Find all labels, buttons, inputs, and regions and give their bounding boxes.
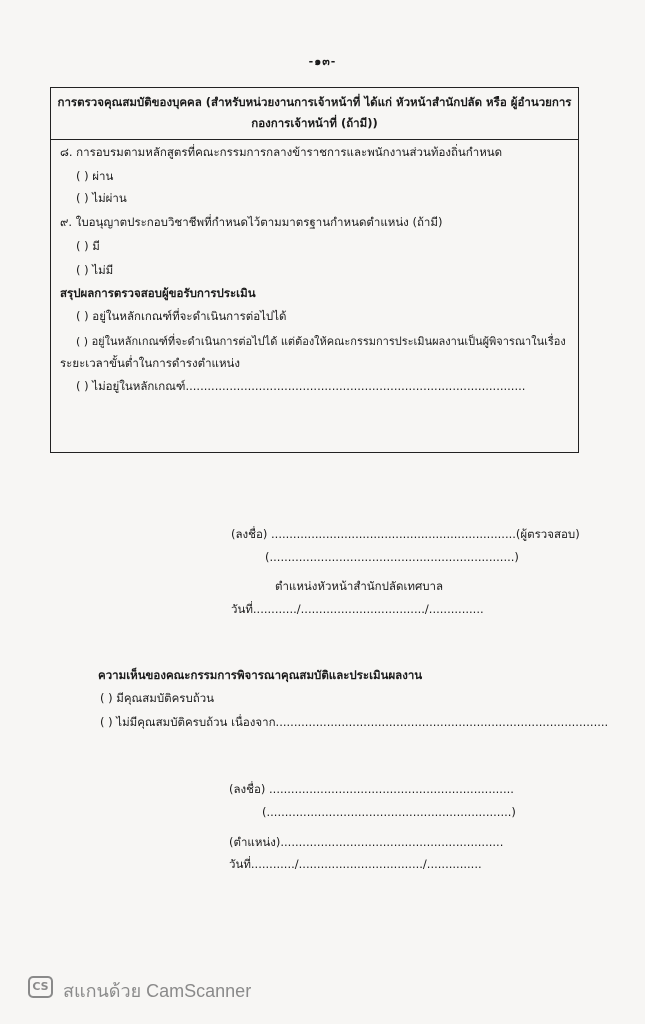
summary-option-1: ( ) อยู่ในหลักเกณฑ์ที่จะดำเนินการต่อไปได้ (76, 309, 287, 323)
signature1-name-line: (...................................................................) (265, 550, 519, 564)
item9-have-option: ( ) มี (76, 239, 100, 253)
qualification-check-box (50, 87, 579, 453)
box-header-line1: การตรวจคุณสมบัติของบุคคล (สำหรับหน่วยงานการเจ้าหน้าที่ ได้แก่ หัวหน้าสำนักปลัด หรือ ผู้อำนวยการ (57, 95, 572, 109)
item8-pass-option: ( ) ผ่าน (76, 169, 114, 183)
item9-label: ๙. ใบอนุญาตประกอบวิชาชีพที่กำหนดไว้ตามมาตรฐานกำหนดตำแหน่ง (ถ้ามี) (60, 215, 443, 229)
item9-none-option: ( ) ไม่มี (76, 263, 114, 277)
signature2-sign-line: (ลงชื่อ) ................................................................... (229, 782, 514, 796)
box-header (51, 88, 578, 140)
committee-option-1: ( ) มีคุณสมบัติครบถ้วน (100, 691, 215, 705)
item8-fail-option: ( ) ไม่ผ่าน (76, 191, 127, 205)
box-header-line2: กองการเจ้าหน้าที่ (ถ้ามี)) (251, 116, 378, 130)
signature2-date-line: วันที่............/................................../............... (229, 857, 482, 871)
signature2-position-line: (ตำแหน่ง)............................................................. (229, 835, 504, 849)
page-number: -๑๓- (308, 55, 337, 68)
camscanner-watermark: สแกนด้วย CamScanner (63, 981, 252, 1001)
summary-title: สรุปผลการตรวจสอบผู้ขอรับการประเมิน (60, 286, 256, 300)
signature1-position: ตำแหน่งหัวหน้าสำนักปลัดเทศบาล (275, 579, 444, 593)
summary-option-2-cont: ระยะเวลาขั้นต่ำในการดำรงตำแหน่ง (60, 356, 240, 370)
camscanner-logo-icon: CS (28, 976, 53, 998)
committee-title: ความเห็นของคณะกรรมการพิจารณาคุณสมบัติและประเมินผลงาน (98, 668, 423, 682)
signature1-date-line: วันที่............/................................../............... (231, 602, 484, 616)
signature2-name-line: (...................................................................) (262, 805, 516, 819)
item8-label: ๘. การอบรมตามหลักสูตรที่คณะกรรมการกลางข้าราชการและพนักงานส่วนท้องถิ่นกำหนด (60, 145, 503, 159)
summary-option-2: ( ) อยู่ในหลักเกณฑ์ที่จะดำเนินการต่อไปได้ แต่ต้องให้คณะกรรมการประเมินผลงานเป็นผู้พิจารณาในเรื่อง (76, 335, 566, 348)
signature1-sign-line: (ลงชื่อ) ...................................................................(ผู้ตรวจสอบ) (231, 527, 580, 541)
committee-option-2: ( ) ไม่มีคุณสมบัติครบถ้วน เนื่องจาก........................................................................................... (100, 715, 609, 729)
summary-option-3: ( ) ไม่อยู่ในหลักเกณฑ์............................................................................................. (76, 379, 526, 393)
